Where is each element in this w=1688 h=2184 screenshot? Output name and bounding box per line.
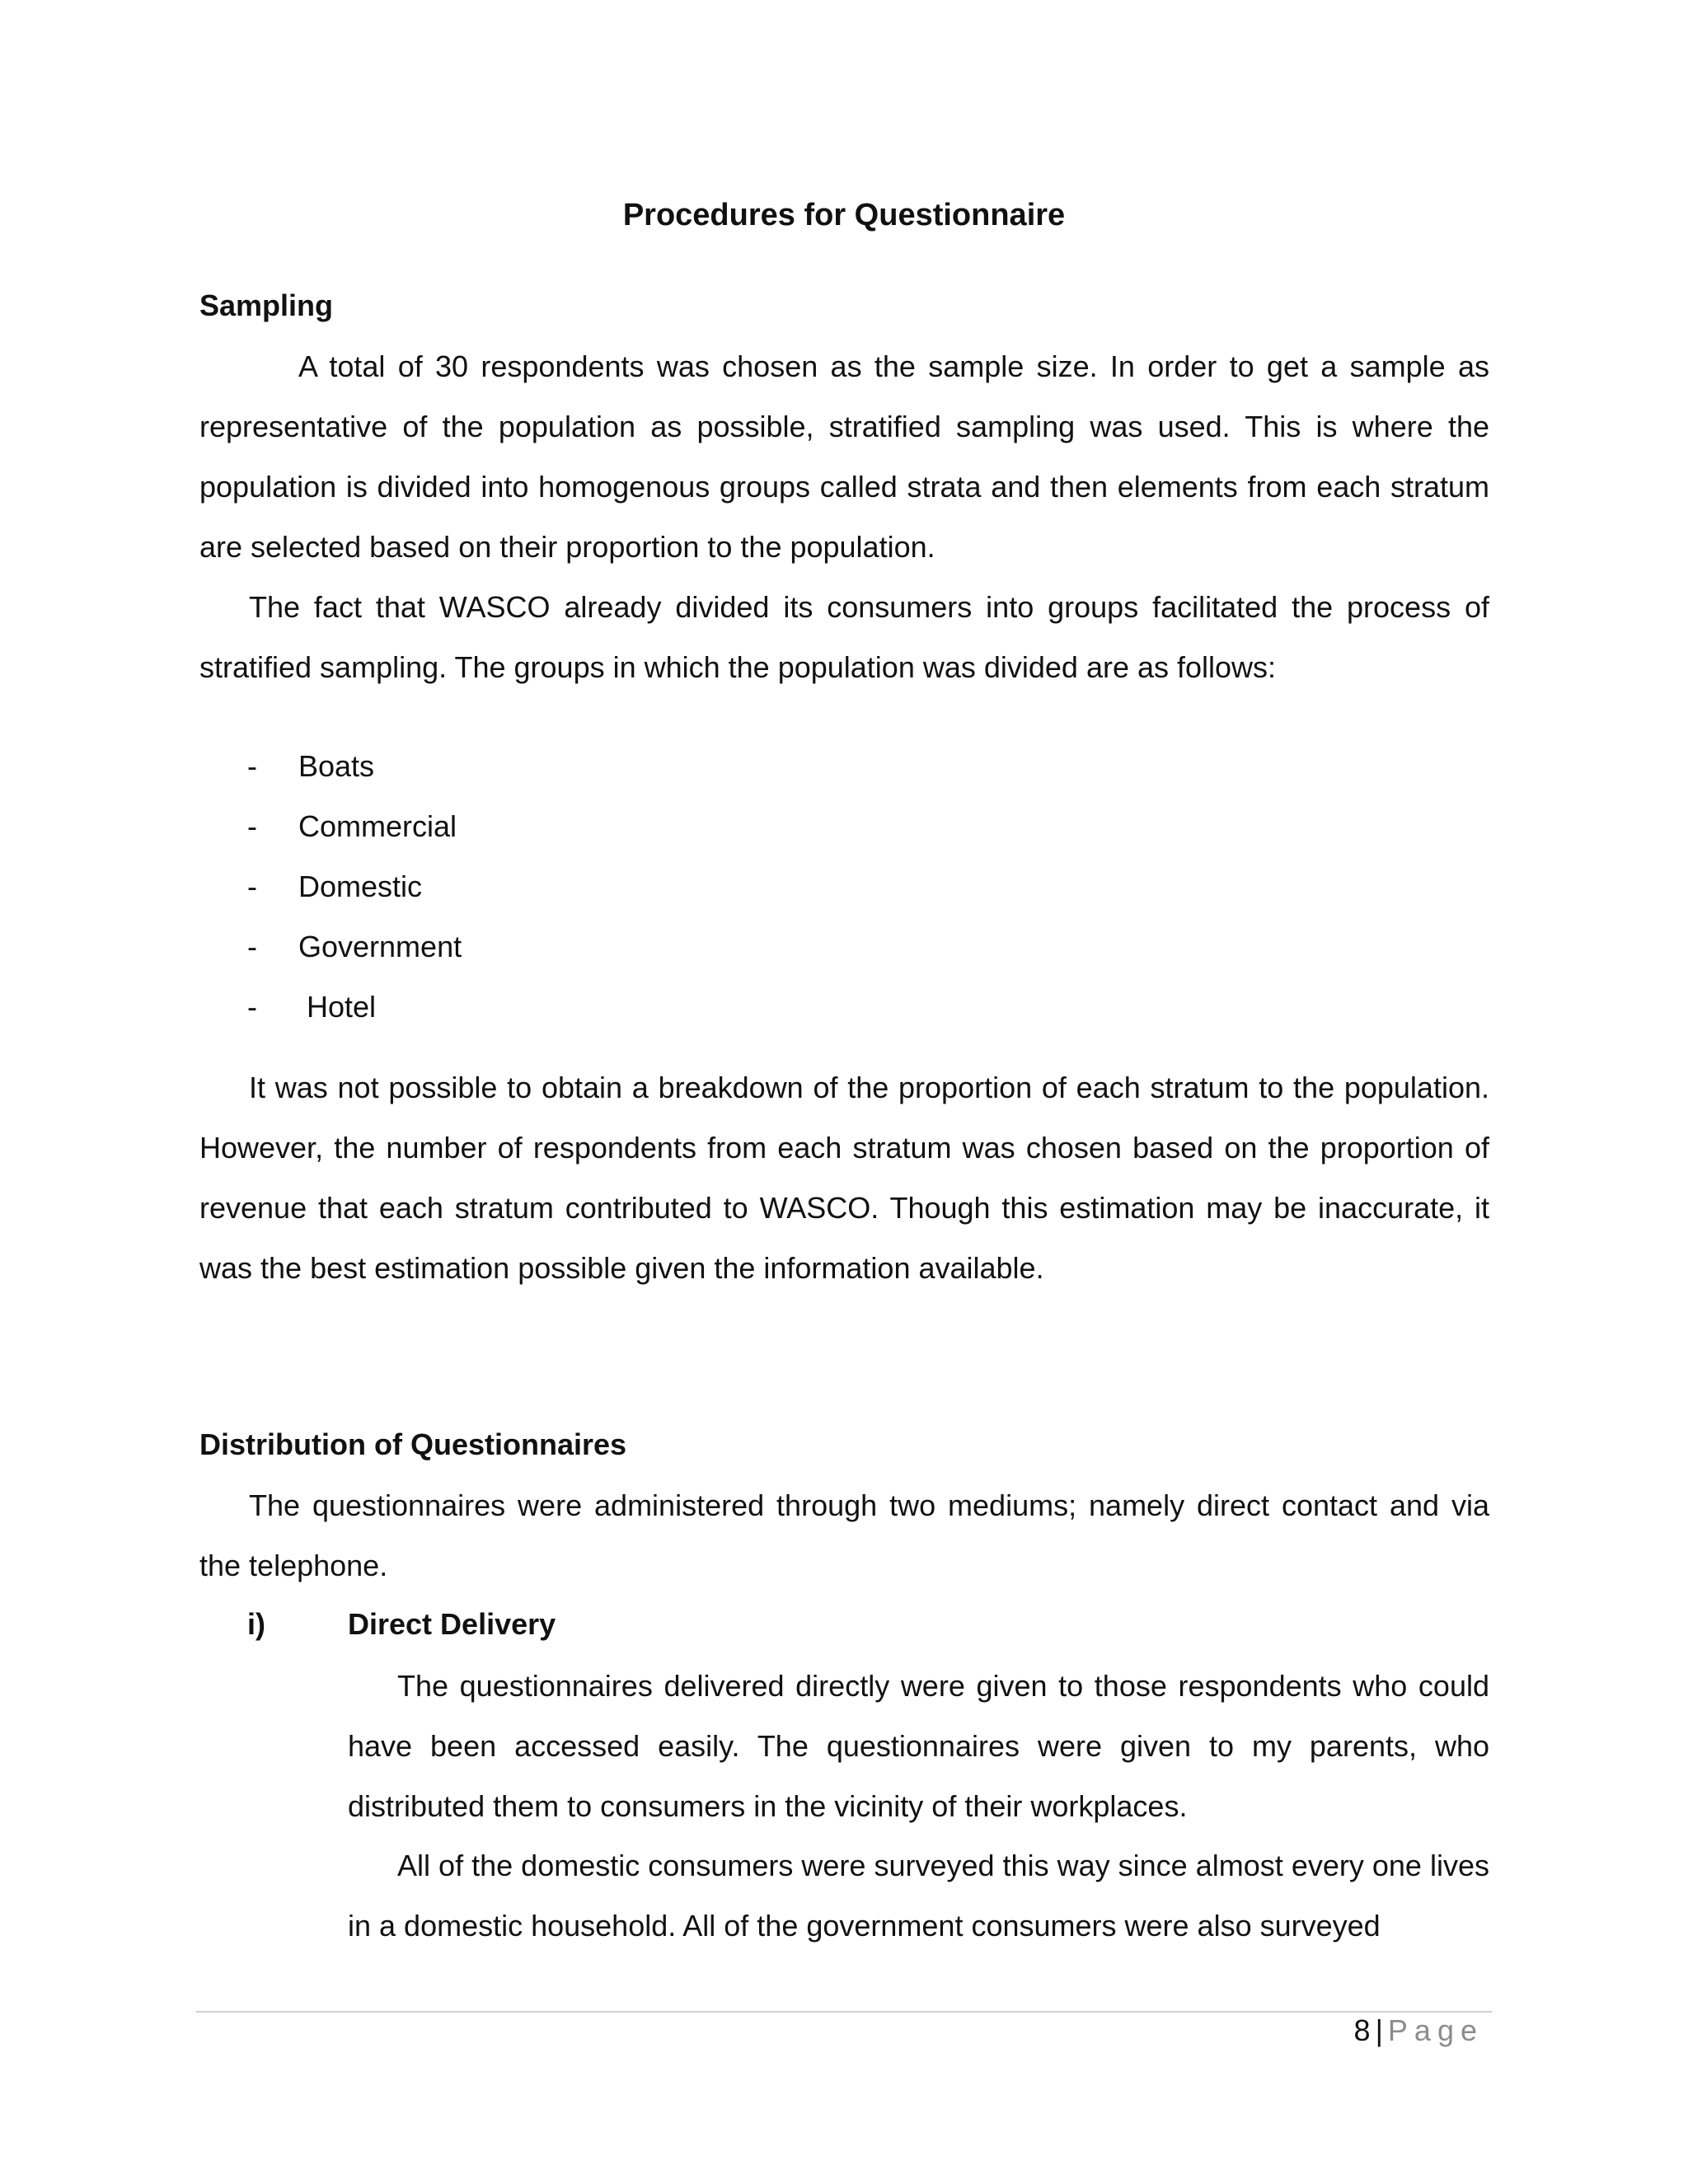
list-item-label: Boats bbox=[298, 749, 375, 783]
page-number: 8 bbox=[1353, 2013, 1371, 2047]
item-title: Direct Delivery bbox=[348, 1607, 556, 1641]
sampling-paragraph-3: It was not possible to obtain a breakdown of the proportion of each stratum to the population. However, the number of respondents from each stratum was chosen based on the proportion of revenue that each stratum contributed to WASCO. Though this estimation may be inaccurate, it was the best estimation possible given the information available. bbox=[199, 1071, 1489, 1285]
sampling-heading: Sampling bbox=[199, 288, 334, 322]
list-item-label: Hotel bbox=[307, 990, 377, 1024]
direct-delivery-heading bbox=[247, 1607, 556, 1642]
list-item bbox=[247, 796, 462, 856]
direct-delivery-paragraph-2: All of the domestic consumers were surveyed this way since almost every one lives in a domestic household. All of the government consumers were also surveyed bbox=[348, 1849, 1489, 1943]
list-item bbox=[247, 916, 462, 977]
page-title: Procedures for Questionnaire bbox=[622, 198, 1066, 232]
list-item-label: Commercial bbox=[298, 809, 457, 843]
direct-delivery-paragraph-1: The questionnaires delivered directly were given to those respondents who could have been accessed easily. The questionnaires were given to my parents, who distributed them to consumers in the vicinity of their workplaces. bbox=[348, 1669, 1489, 1823]
page-separator: | bbox=[1375, 2013, 1383, 2047]
page-footer bbox=[1354, 2009, 1484, 2052]
bullet-dash: - bbox=[247, 749, 257, 783]
distribution-intro: The questionnaires were administered through two mediums; namely direct contact and via the telephone. bbox=[199, 1488, 1489, 1582]
list-item bbox=[247, 977, 462, 1037]
footer-divider bbox=[196, 2011, 1492, 2013]
list-item-label: Government bbox=[298, 930, 462, 963]
distribution-heading: Distribution of Questionnaires bbox=[199, 1427, 627, 1461]
bullet-dash: - bbox=[247, 990, 257, 1024]
bullet-dash: - bbox=[247, 809, 257, 843]
list-item-label: Domestic bbox=[298, 869, 423, 903]
list-item bbox=[247, 856, 462, 916]
strata-list bbox=[247, 736, 462, 1037]
list-item bbox=[247, 736, 462, 796]
sampling-paragraph-1: A total of 30 respondents was chosen as the sample size. In order to get a sample as representative of the population as possible, stratified sampling was used. This is where the population is divided into homogenous groups called strata and then elements from each stratum are selected based on their proportion to the population. bbox=[199, 349, 1489, 564]
bullet-dash: - bbox=[247, 930, 257, 963]
item-number: i) bbox=[247, 1607, 265, 1641]
page-label: Page bbox=[1387, 2013, 1484, 2047]
bullet-dash: - bbox=[247, 869, 257, 903]
sampling-paragraph-2: The fact that WASCO already divided its consumers into groups facilitated the process of stratified sampling. The groups in which the population was divided are as follows: bbox=[199, 590, 1489, 684]
